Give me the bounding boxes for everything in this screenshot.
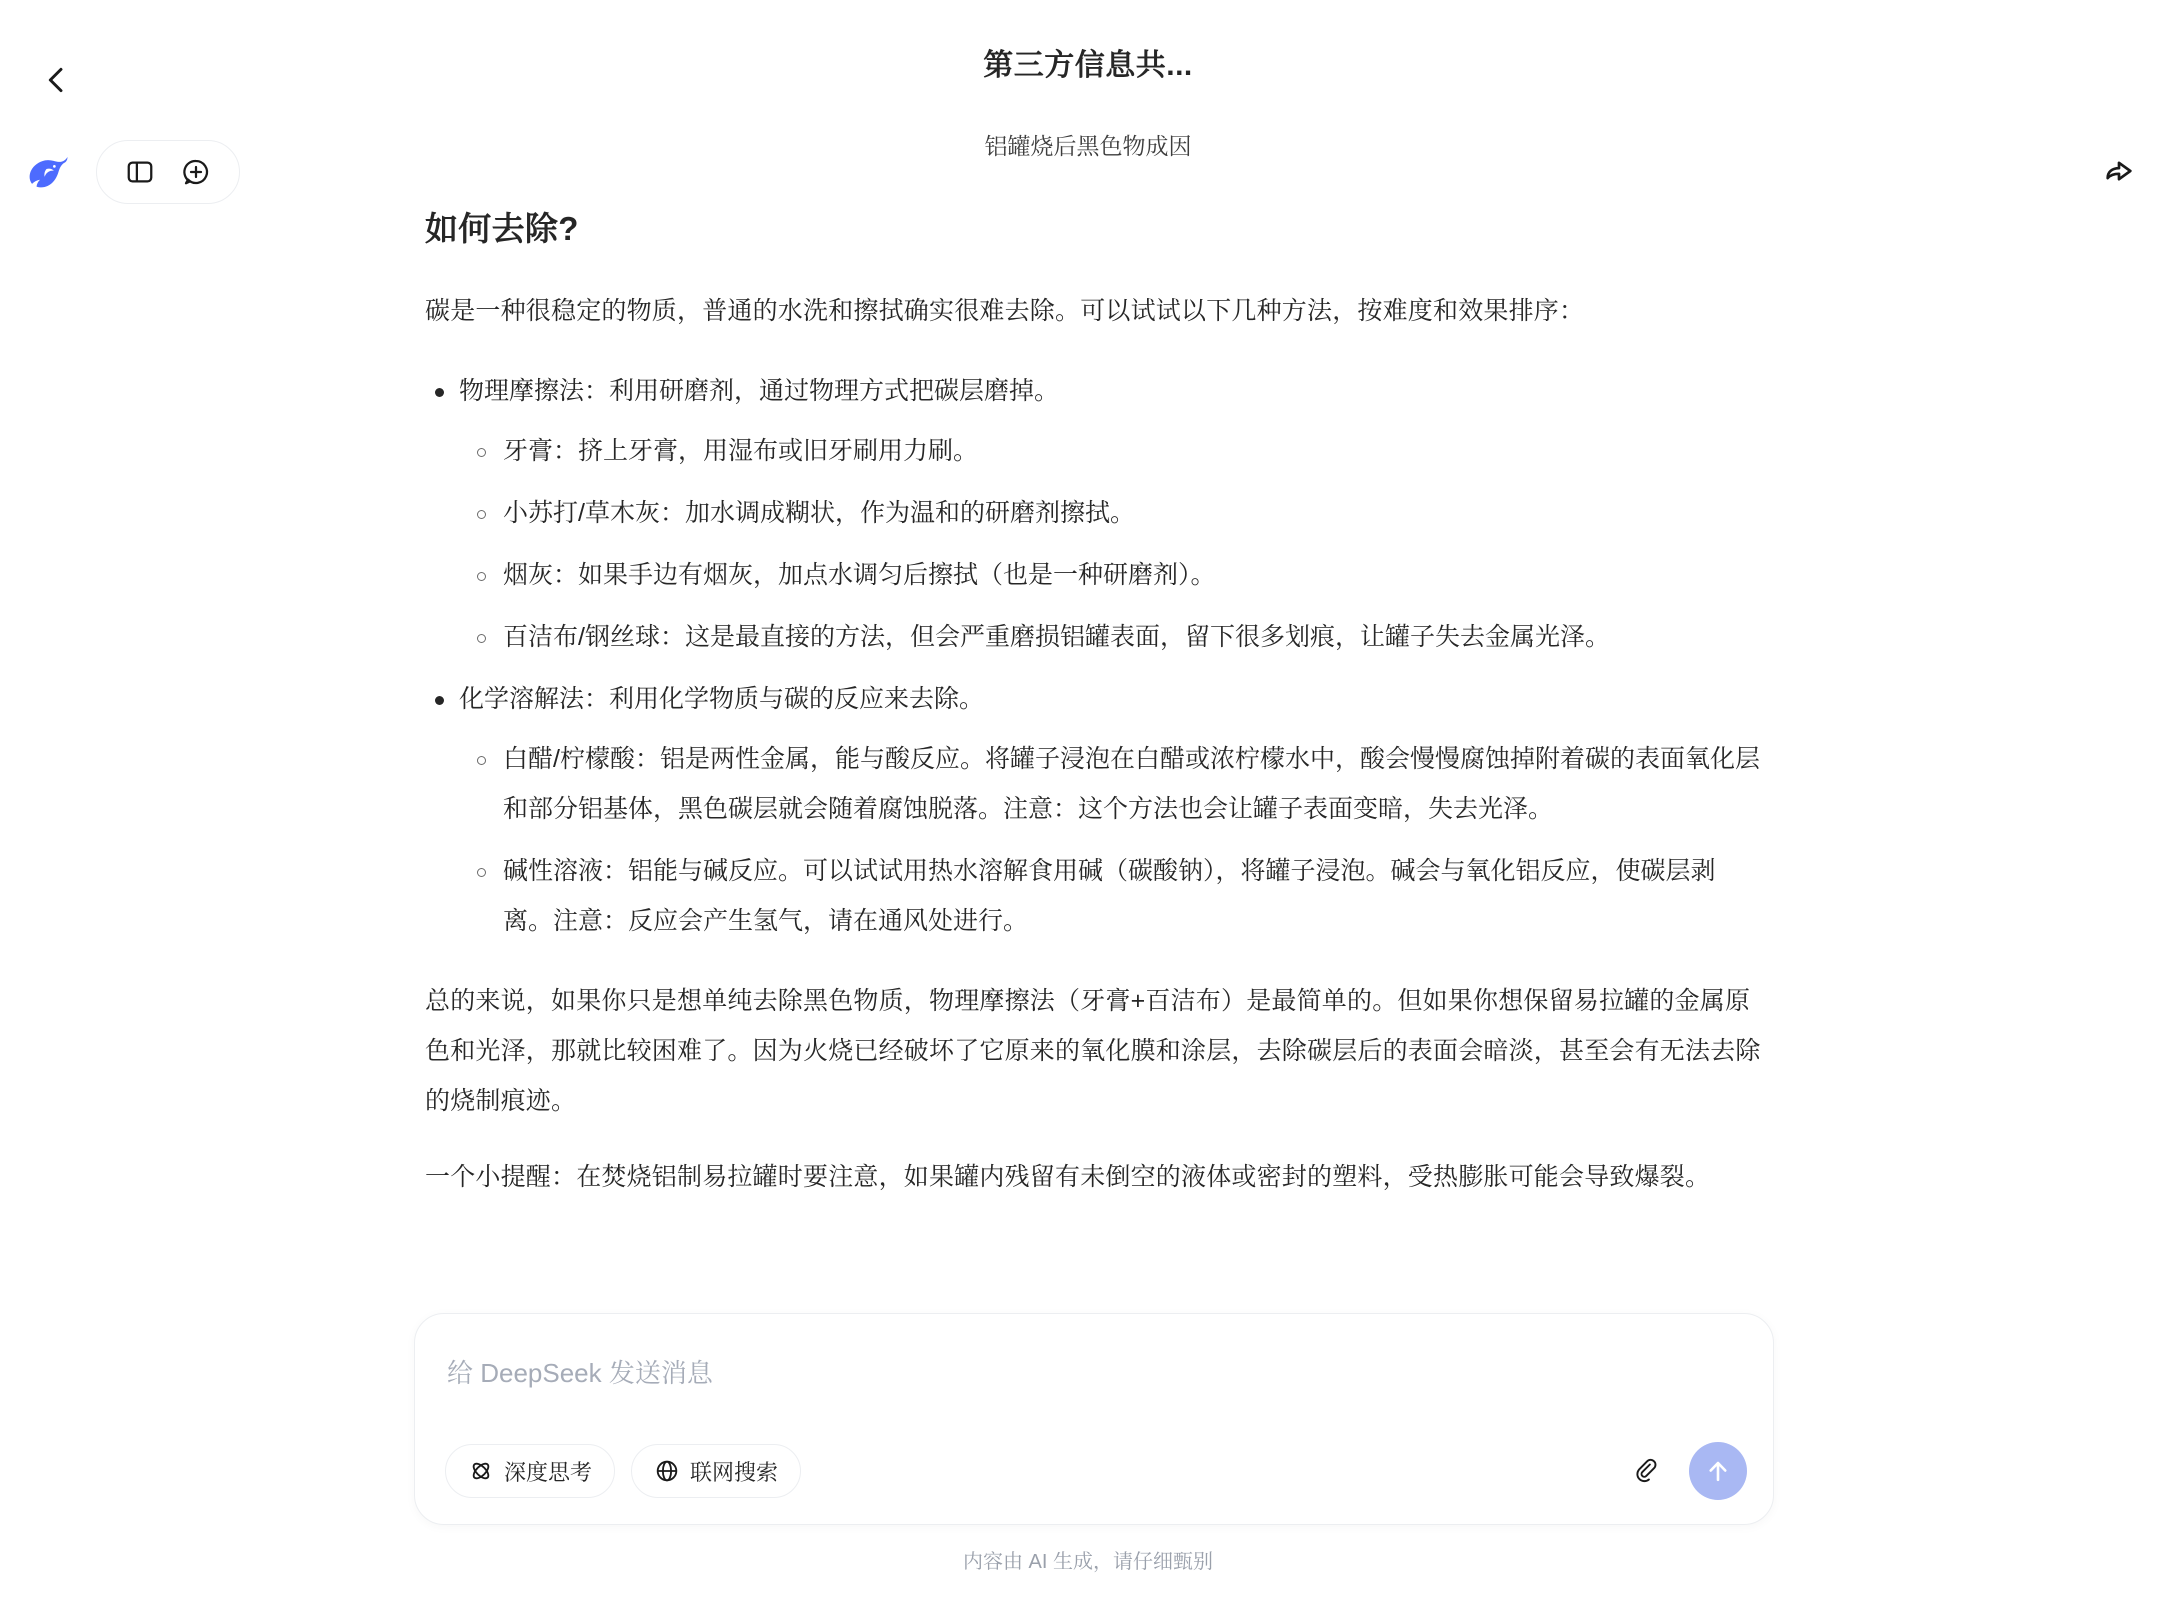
sub-list [459,734,1765,946]
reminder-paragraph: 一个小提醒：在焚烧铝制易拉罐时要注意，如果罐内残留有未倒空的液体或密封的塑料，受热膨胀可能会导致爆裂。 [425,1163,1711,1191]
chevron-left-icon [39,63,73,97]
web-search-label: 联网搜索 [690,1459,779,1485]
back-button[interactable] [24,48,88,112]
deep-think-button[interactable] [445,1444,615,1498]
share-arrow-icon [2102,154,2136,188]
page-title: 第三方信息共... [983,49,1193,82]
composer-tool-chips [445,1444,801,1498]
list-item: 小苏打/草木灰：加水调成糊状，作为温和的研磨剂擦拭。 [459,488,1765,538]
summary-block [425,976,1765,1202]
list-item-label: 物理摩擦法：利用研磨剂，通过物理方式把碳层磨掉。 [459,366,1765,416]
deepseek-whale-logo [24,152,72,192]
conversation-subtitle: 铝罐烧后黑色物成因 [984,133,1192,159]
attach-file-button[interactable] [1623,1449,1667,1493]
list-item [425,366,1765,662]
method-list [425,366,1765,946]
summary-paragraph: 总的来说，如果你只是想单纯去除黑色物质，物理摩擦法（牙膏+百洁布）是最简单的。但如果你想保留易拉罐的金属原色和光泽，那就比较困难了。因为火烧已经破坏了它原来的氧化膜和涂层，去除碳层后的表面会暗淡，甚至会有无法去除的烧制痕迹。 [425,987,1761,1115]
top-pill-controls [96,140,240,204]
intro-paragraph: 碳是一种很稳定的物质，普通的水洗和擦拭确实很难去除。可以试试以下几种方法，按难度和效果排序： [425,297,1585,325]
send-message-button[interactable] [1689,1442,1747,1500]
list-item: 烟灰：如果手边有烟灰，加点水调匀后擦拭（也是一种研磨剂）。 [459,550,1765,600]
share-button[interactable] [2090,142,2148,200]
assistant-message-body [425,206,1765,1228]
deep-think-label: 深度思考 [504,1459,593,1485]
web-search-button[interactable] [631,1444,801,1498]
sidebar-panel-icon [125,157,155,187]
sub-list [459,426,1765,662]
list-item: 碱性溶液：铝能与碱反应。可以试试用热水溶解食用碱（碳酸钠），将罐子浸泡。碱会与氧化铝反应，使碳层剥离。注意：反应会产生氢气，请在通风处进行。 [459,846,1765,946]
new-chat-plus-icon [181,157,211,187]
message-input[interactable]: 给 DeepSeek 发送消息 [447,1358,713,1388]
header-titles [0,46,2176,162]
top-left-controls [24,140,240,204]
globe-icon [654,1458,680,1484]
message-composer[interactable] [414,1313,1774,1525]
paperclip-icon [1630,1456,1660,1486]
sidebar-toggle-button[interactable] [119,151,161,193]
ai-disclaimer: 内容由 AI 生成，请仔细甄别 [962,1551,1213,1573]
section-heading: 如何去除? [425,210,579,247]
list-item: 白醋/柠檬酸：铝是两性金属，能与酸反应。将罐子浸泡在白醋或浓柠檬水中，酸会慢慢腐蚀掉附着碳的表面氧化层和部分铝基体，黑色碳层就会随着腐蚀脱落。注意：这个方法也会让罐子表面变暗，失去光泽。 [459,734,1765,834]
list-item [425,674,1765,946]
atom-deepthink-icon [468,1458,494,1484]
arrow-up-icon [1703,1456,1733,1486]
list-item: 百洁布/钢丝球：这是最直接的方法，但会严重磨损铝罐表面，留下很多划痕，让罐子失去金属光泽。 [459,612,1765,662]
list-item-label: 化学溶解法：利用化学物质与碳的反应来去除。 [459,674,1765,724]
list-item: 牙膏：挤上牙膏，用湿布或旧牙刷用力刷。 [459,426,1765,476]
composer-actions [1623,1442,1747,1500]
new-chat-button[interactable] [175,151,217,193]
